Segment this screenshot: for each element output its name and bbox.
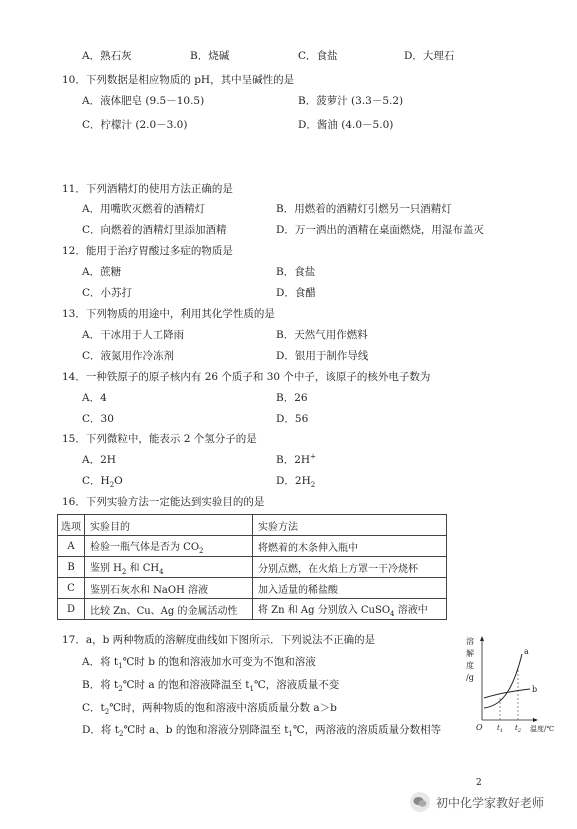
q14-stem: 14．一种铁原子的原子核内有 26 个质子和 30 个中子，该原子的核外电子数为 [62,371,431,383]
q11-option-d: D．万一洒出的酒精在桌面燃烧，用湿布盖灭 [276,224,484,236]
q11-option-a: A．用嘴吹灭燃着的酒精灯 [82,203,206,215]
q17-option-b: B．将 $t_2℃$时 a 的饱和溶液降温至 $t_1℃$，溶液质量不变 [82,679,340,694]
q9-option-c: C．食盐 [298,50,338,62]
watermark [410,792,544,812]
q13-option-d: D．银用于制作导线 [276,350,369,362]
q15-option-d: D．$2H_2$ [276,475,316,490]
q17-stem: 17．a，b 两种物质的溶解度曲线如下图所示．下列说法不正确的是 [62,634,376,646]
graph-ylabel-4: /g [466,673,474,682]
q17-option-a: A．将 $t_1℃$时 b 的饱和溶液加水可变为不饱和溶液 [82,656,316,671]
q13-option-a: A．干冰用于人工降雨 [82,329,185,341]
page-number: 2 [476,778,482,788]
q14-option-a: A．4 [82,392,107,404]
graph-ylabel-1: 溶 [466,637,474,646]
graph-ylabel-3: 度 [466,661,474,670]
q11-option-c: C．向燃着的酒精灯里添加酒精 [82,224,227,236]
q10-option-d: D．酱油 (4.0－5.0) [298,119,394,131]
q16-table [57,514,447,620]
q16-stem: 16．下列实验方法一定能达到实验目的的是 [62,496,265,508]
q10-option-b: B．菠萝汁 (3.3－5.2) [298,95,404,107]
q10-option-c: C．柠檬汁 (2.0－3.0) [82,119,188,131]
x-axis-label: 温度/℃ [530,725,555,733]
q14-option-b: B．26 [276,392,308,404]
row-option: A [58,536,85,557]
table-row [58,599,447,620]
solubility-graph [462,634,572,746]
header-goal: 实验目的 [85,515,253,536]
q11-stem: 11．下列酒精灯的使用方法正确的是 [62,183,233,195]
q14-option-c: C．30 [82,413,114,425]
curve-a-label: a [524,647,529,656]
q14-option-d: D．56 [276,413,309,425]
q15-stem: 15．下列微粒中，能表示 2 个氢分子的是 [62,433,257,445]
table-row [58,536,447,557]
q15-option-c: C．$H_2O$ [82,475,123,490]
origin-label: O [476,723,483,732]
header-option: 选项 [58,515,85,536]
q12-option-d: D．食醋 [276,287,316,299]
q15-option-a: A．2H [82,454,116,466]
watermark-text: 初中化学家教好老师 [436,795,545,810]
q15-option-b: B．2H+ [276,452,316,466]
table-row [58,578,447,599]
q9-option-d: D．大理石 [404,50,455,62]
table-header-row [58,515,447,536]
row-method: 加入适量的稀盐酸 [253,578,447,599]
q10-stem: 10．下列数据是相应物质的 pH，其中呈碱性的是 [62,74,295,86]
curve-a [484,654,522,708]
curve-b-label: b [532,685,538,694]
row-goal: 检验一瓶气体是否为 $CO_2$ [85,536,253,557]
row-goal: 比较 Zn、Cu、Ag 的金属活动性 [85,599,253,620]
x-axis-arrow [533,718,538,722]
row-option: D [58,599,85,620]
row-method: 分别点燃，在火焰上方罩一干冷烧杯 [253,557,447,578]
q12-option-b: B．食盐 [276,266,316,278]
row-goal: 鉴别石灰水和 NaOH 溶液 [85,578,253,599]
q17-option-d: D．将 $t_2℃$时 a、b 的饱和溶液分别降温至 $t_1℃$，两溶液的溶质质量分数相等 [82,724,442,739]
t1-label: $t_1$ [497,724,504,734]
q11-option-b: B．用燃着的酒精灯引燃另一只酒精灯 [276,203,452,215]
q9-option-a: A．熟石灰 [82,50,132,62]
header-method: 实验方法 [253,515,447,536]
wechat-icon [410,792,430,812]
row-method: 将 Zn 和 Ag 分别放入 CuSO$_4$ 溶液中 [253,599,447,620]
q12-stem: 12．能用于治疗胃酸过多症的物质是 [62,245,233,257]
row-goal: 鉴别 $H_2$ 和 $CH_4$ [85,557,253,578]
q17-option-c: C．$t_2℃$时，两种物质的饱和溶液中溶质质量分数 a＞b [82,702,337,717]
row-option: B [58,557,85,578]
row-method: 将燃着的木条伸入瓶中 [253,536,447,557]
q12-option-c: C．小苏打 [82,287,133,299]
row-option: C [58,578,85,599]
q13-option-c: C．液氮用作冷冻剂 [82,350,175,362]
q13-stem: 13．下列物质的用途中，利用其化学性质的是 [62,308,275,320]
y-axis-arrow [480,636,484,641]
table-row [58,557,447,578]
t2-label: $t_2$ [515,724,522,734]
q13-option-b: B．天然气用作燃料 [276,329,368,341]
graph-ylabel-2: 解 [466,649,474,658]
q10-option-a: A．液体肥皂 (9.5－10.5) [82,95,205,107]
q12-option-a: A．蔗糖 [82,266,122,278]
q9-option-b: B．烧碱 [190,50,230,62]
